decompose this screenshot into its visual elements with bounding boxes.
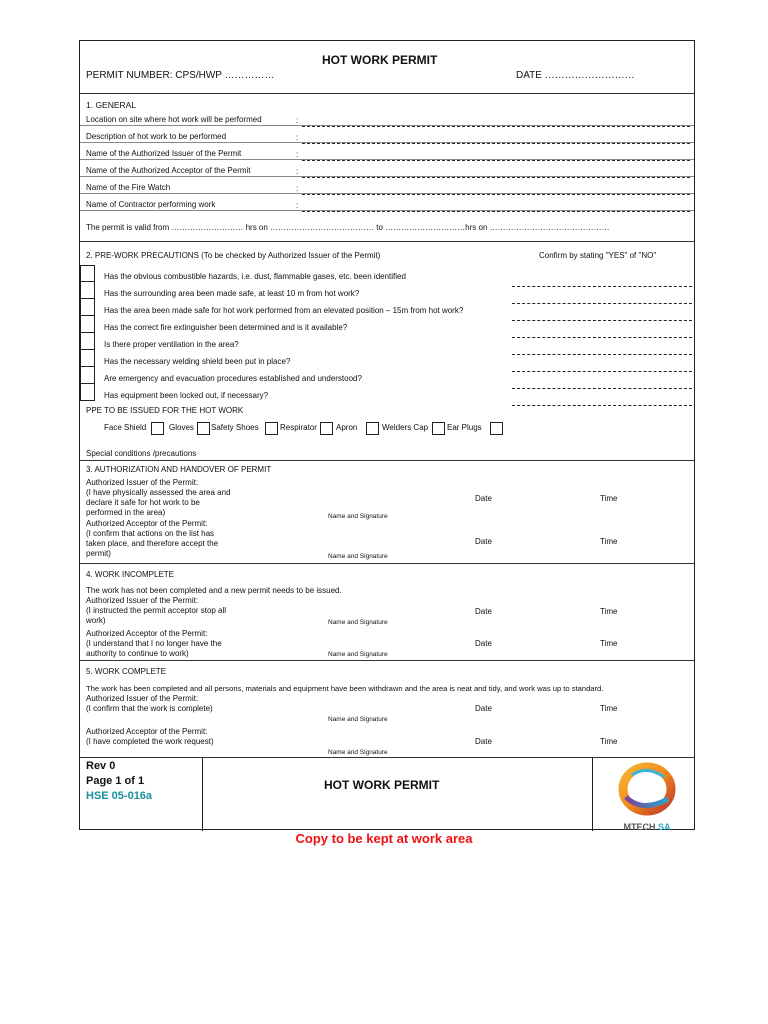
text-line: authority to continue to work) — [86, 649, 189, 658]
date-label[interactable]: Date — [475, 639, 492, 648]
section-general-heading: 1. GENERAL — [86, 100, 137, 110]
divider — [80, 563, 694, 564]
yes-no-answer-line[interactable] — [512, 286, 692, 287]
row-separator — [80, 210, 694, 211]
precaution-item: Has equipment been locked out, if necessary? — [104, 391, 269, 400]
footer-title-cell — [202, 757, 593, 831]
confirm-instruction: Confirm by stating "YES" of "NO" — [539, 251, 657, 260]
ppe-label: Respirator — [280, 423, 317, 432]
colon: : — [296, 201, 299, 210]
permit-form — [79, 40, 695, 830]
general-field-label: Location on site where hot work will be performed — [86, 115, 262, 124]
row-separator — [80, 142, 694, 143]
time-label[interactable]: Time — [600, 639, 618, 648]
date-label[interactable]: Date — [475, 737, 492, 746]
row-separator — [80, 159, 694, 160]
precaution-checkbox-column — [80, 265, 95, 405]
text-line: Authorized Issuer of the Permit: — [86, 596, 199, 605]
colon: : — [296, 150, 299, 159]
precaution-item: Has the area been made safe for hot work performed from an elevated position – 15m from hot work? — [104, 306, 464, 315]
precaution-item: Has the surrounding area been made safe, at least 10 m from hot work? — [104, 289, 360, 298]
incomplete-intro: The work has not been completed and a new permit needs to be issued. — [86, 586, 342, 595]
yes-no-answer-line[interactable] — [512, 354, 692, 355]
yes-no-answer-line[interactable] — [512, 405, 692, 406]
form-title: HOT WORK PERMIT — [322, 53, 438, 67]
colon: : — [296, 133, 299, 142]
text-line: Authorized Acceptor of the Permit: — [86, 727, 208, 736]
precaution-item: Has the necessary welding shield been put in place? — [104, 357, 291, 366]
location-input-line[interactable] — [302, 126, 690, 127]
precaution-item: Has the obvious combustible hazards, i.e. dust, flammable gases, etc. been identified — [104, 272, 406, 281]
colon: : — [296, 167, 299, 176]
ppe-ear-plugs-checkbox[interactable] — [490, 422, 503, 435]
footer-title: HOT WORK PERMIT — [324, 778, 440, 792]
precaution-checkbox[interactable] — [80, 384, 95, 401]
precaution-checkbox[interactable] — [80, 299, 95, 316]
text-line: taken place, and therefore accept the — [86, 539, 219, 548]
text-line: (I instructed the permit acceptor stop all — [86, 606, 227, 615]
ppe-label: Apron — [336, 423, 358, 432]
date-label[interactable]: Date — [475, 704, 492, 713]
ppe-heading: PPE TO BE ISSUED FOR THE HOT WORK — [86, 406, 244, 415]
fire-watch-input-line[interactable] — [302, 194, 690, 195]
text-line: (I confirm that actions on the list has — [86, 529, 215, 538]
name-signature-label[interactable]: Name and Signature — [328, 553, 388, 560]
text-line: Authorized Acceptor of the Permit: — [86, 629, 208, 638]
incomplete-acceptor-block — [86, 629, 222, 659]
precaution-checkbox[interactable] — [80, 367, 95, 384]
precaution-checkbox[interactable] — [80, 350, 95, 367]
section-auth-heading: 3. AUTHORIZATION AND HANDOVER OF PERMIT — [86, 465, 272, 474]
row-separator — [80, 176, 694, 177]
general-field-label: Name of the Authorized Issuer of the Permit — [86, 149, 242, 158]
ppe-safety-shoes-checkbox[interactable] — [265, 422, 278, 435]
text-line: Authorized Issuer of the Permit: — [86, 694, 199, 703]
ppe-label: Ear Plugs — [447, 423, 482, 432]
name-signature-label[interactable]: Name and Signature — [328, 749, 388, 756]
ppe-label: Gloves — [169, 423, 194, 432]
logo-swirl-icon — [612, 761, 682, 817]
ppe-label: Safety Shoes — [211, 423, 259, 432]
time-label[interactable]: Time — [600, 537, 618, 546]
time-label[interactable]: Time — [600, 737, 618, 746]
general-field-label: Name of the Authorized Acceptor of the Permit — [86, 166, 251, 175]
text-line: declare it safe for hot work to be — [86, 498, 200, 507]
precaution-item: Has the correct fire extinguisher been determined and is it available? — [104, 323, 348, 332]
logo-text-mtech: MTECH — [623, 822, 656, 832]
name-signature-label[interactable]: Name and Signature — [328, 651, 388, 658]
copy-note: Copy to be kept at work area — [295, 831, 473, 846]
ppe-face-shield-checkbox[interactable] — [151, 422, 164, 435]
auth-acceptor-block — [86, 519, 218, 559]
divider — [80, 241, 694, 242]
precaution-checkbox[interactable] — [80, 265, 95, 282]
row-separator — [80, 125, 694, 126]
text-line: (I confirm that the work is complete) — [86, 704, 213, 713]
precaution-item: Are emergency and evacuation procedures established and understood? — [104, 374, 362, 383]
complete-issuer-block — [86, 694, 213, 714]
name-signature-label[interactable]: Name and Signature — [328, 716, 388, 723]
revision-label: Rev 0 — [86, 760, 116, 772]
row-separator — [80, 193, 694, 194]
yes-no-answer-line[interactable] — [512, 388, 692, 389]
complete-intro: The work has been completed and all persons, materials and equipment have been withdrawn and the area is neat and tidy, and work was up to standard. — [86, 684, 604, 693]
validity-line[interactable]: The permit is valid from ……………………… hrs on ………………………………… to …………………………hrs on ……………………………………… — [86, 223, 610, 232]
text-line: (I have completed the work request) — [86, 737, 214, 746]
ppe-label: Welders Cap — [382, 423, 429, 432]
complete-acceptor-block — [86, 727, 214, 747]
incomplete-issuer-block — [86, 596, 226, 626]
colon: : — [296, 116, 299, 125]
date-label[interactable]: Date — [475, 494, 492, 503]
precaution-item: Is there proper ventilation in the area? — [104, 340, 239, 349]
section-incomplete-heading: 4. WORK INCOMPLETE — [86, 570, 175, 579]
precaution-checkbox[interactable] — [80, 333, 95, 350]
colon: : — [296, 184, 299, 193]
ppe-welders-cap-checkbox[interactable] — [432, 422, 445, 435]
text-line: permit) — [86, 549, 111, 558]
name-signature-label[interactable]: Name and Signature — [328, 513, 388, 520]
doc-code-label: HSE 05-016a — [86, 790, 153, 802]
text-line: (I understand that I no longer have the — [86, 639, 222, 648]
logo-text-sa: SA — [658, 822, 671, 832]
yes-no-answer-line[interactable] — [512, 337, 692, 338]
section-prework-heading: 2. PRE-WORK PRECAUTIONS (To be checked by Authorized Issuer of the Permit) — [86, 251, 381, 260]
ppe-gloves-checkbox[interactable] — [197, 422, 210, 435]
ppe-label: Face Shield — [104, 423, 147, 432]
time-label[interactable]: Time — [600, 494, 618, 503]
text-line: Authorized Issuer of the Permit: — [86, 478, 199, 487]
yes-no-answer-line[interactable] — [512, 303, 692, 304]
date-label[interactable]: Date — [475, 607, 492, 616]
acceptor-input-line[interactable] — [302, 177, 690, 178]
permit-number-field[interactable]: PERMIT NUMBER: CPS/HWP …………… — [86, 70, 275, 81]
divider — [80, 93, 694, 94]
yes-no-answer-line[interactable] — [512, 371, 692, 372]
text-line: work) — [86, 616, 106, 625]
ppe-respirator-checkbox[interactable] — [320, 422, 333, 435]
time-label[interactable]: Time — [600, 704, 618, 713]
general-field-label: Description of hot work to be performed — [86, 132, 227, 141]
general-field-label: Name of Contractor performing work — [86, 200, 216, 209]
page-number-label: Page 1 of 1 — [86, 775, 145, 787]
precaution-checkbox[interactable] — [80, 282, 95, 299]
precaution-checkbox[interactable] — [80, 316, 95, 333]
divider — [80, 460, 694, 461]
divider — [80, 660, 694, 661]
section-complete-heading: 5. WORK COMPLETE — [86, 667, 167, 676]
time-label[interactable]: Time — [600, 607, 618, 616]
contractor-input-line[interactable] — [302, 211, 690, 212]
yes-no-answer-line[interactable] — [512, 320, 692, 321]
general-field-label: Name of the Fire Watch — [86, 183, 171, 192]
auth-issuer-block — [86, 478, 256, 518]
mtech-logo — [612, 761, 682, 832]
ppe-apron-checkbox[interactable] — [366, 422, 379, 435]
text-line: (I have physically assessed the area and — [86, 488, 231, 497]
date-field[interactable]: DATE ……………………… — [516, 70, 635, 81]
text-line: performed in the area) — [86, 508, 166, 517]
special-conditions-label[interactable]: Special conditions /precautions — [86, 449, 197, 458]
name-signature-label[interactable]: Name and Signature — [328, 619, 388, 626]
issuer-input-line[interactable] — [302, 160, 690, 161]
date-label[interactable]: Date — [475, 537, 492, 546]
description-input-line[interactable] — [302, 143, 690, 144]
text-line: Authorized Acceptor of the Permit: — [86, 519, 208, 528]
